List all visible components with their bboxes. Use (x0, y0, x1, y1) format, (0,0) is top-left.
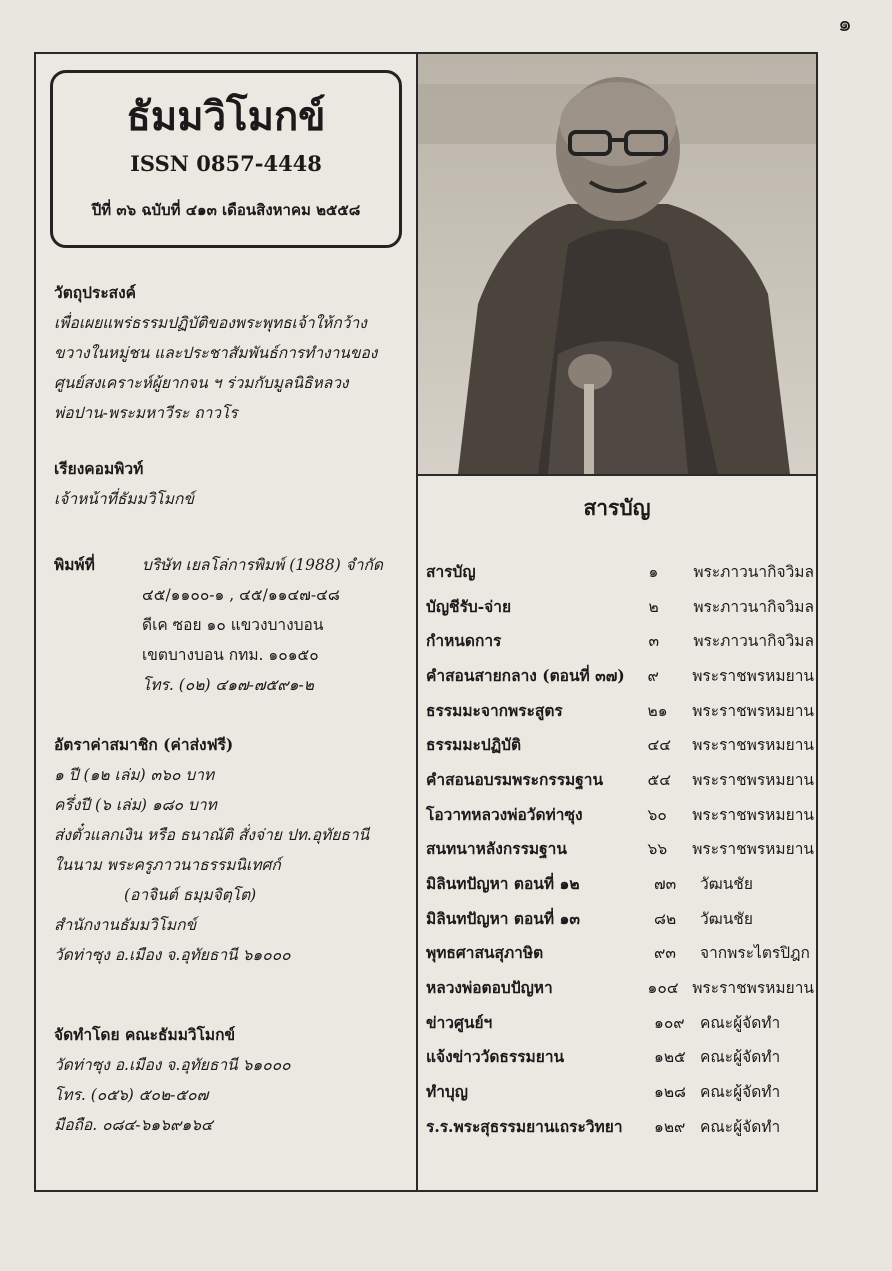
toc-author: พระภาวนากิจวิมล (693, 632, 814, 651)
toc-author: คณะผู้จัดทำ (700, 1117, 781, 1136)
toc-title: แจ้งข่าววัดธรรมยาน (426, 1047, 565, 1067)
toc-page: ๕๔ (647, 770, 671, 789)
objective-line: เพื่อเผยแพร่ธรรมปฏิบัติของพระพุทธเจ้าให้กว้าง (54, 314, 367, 332)
subscription-line: ส่งตั๋วแลกเงิน หรือ ธนาณัติ สั่งจ่าย ปท.อุทัยธานี (54, 826, 370, 844)
toc-title: พุทธศาสนสุภาษิต (426, 943, 544, 963)
objective-heading: วัตถุประสงค์ (54, 283, 137, 302)
toc-author: พระราชพรหมยาน (692, 666, 814, 685)
toc-row (426, 1005, 814, 1040)
toc-author: พระราชพรหมยาน (692, 840, 814, 859)
toc-title: ข่าวศูนย์ฯ (426, 1012, 493, 1032)
toc-row (426, 727, 814, 762)
toc-page: ๖๐ (647, 805, 667, 824)
toc-title: กำหนดการ (426, 631, 502, 651)
toc-row (426, 866, 814, 901)
toc-title: บัญชีรับ-จ่าย (426, 596, 512, 616)
toc-row (426, 1040, 814, 1075)
toc-page: ๙ (647, 666, 659, 685)
producer-line: วัดท่าซุง อ.เมือง จ.อุทัยธานี ๖๑๐๐๐ (54, 1056, 291, 1074)
subscription-address: สำนักงานธัมมวิโมกข์ (54, 916, 197, 934)
toc-page: ๔๔ (647, 736, 671, 755)
printing-line: ๔๕/๑๑๐๐-๑ , ๔๕/๑๑๔๗-๔๘ (142, 586, 340, 604)
toc-title: ธรรมมะปฏิบัติ (426, 735, 522, 755)
toc-row (426, 554, 814, 589)
toc-title: โอวาทหลวงพ่อวัดท่าซุง (426, 804, 583, 824)
toc-row (426, 623, 814, 658)
page-frame (34, 52, 818, 1192)
objective-line: พ่อปาน-พระมหาวีระ ถาวโร (54, 404, 238, 422)
issue-info: ปีที่ ๓๖ ฉบับที่ ๔๑๓ เดือนสิงหาคม ๒๕๕๘ (91, 201, 361, 219)
printing-line: โทร. (๐๒) ๔๑๗-๗๕๙๑-๒ (142, 676, 314, 694)
objective-section (54, 278, 406, 428)
toc-author: คณะผู้จัดทำ (700, 1048, 781, 1067)
producer-heading: จัดทำโดย คณะธัมมวิโมกข์ (54, 1025, 236, 1044)
masthead-box (50, 70, 402, 248)
toc-author: วัฒนชัย (700, 875, 753, 894)
printing-line: บริษัท เยลโล่การพิมพ์ (1988) จำกัด (142, 556, 383, 574)
toc-author: จากพระไตรปิฎก (700, 944, 810, 963)
toc-author: คณะผู้จัดทำ (700, 1083, 781, 1102)
printing-label: พิมพ์ที่ (54, 555, 95, 574)
typesetting-heading: เรียงคอมพิวท์ (54, 459, 144, 478)
toc-author: พระราชพรหมยาน (692, 736, 814, 755)
toc-row (426, 762, 814, 797)
toc-row (426, 589, 814, 624)
toc-row (426, 901, 814, 936)
toc-author: พระราชพรหมยาน (692, 979, 814, 998)
toc-author: พระราชพรหมยาน (692, 805, 814, 824)
toc-title: ธรรมมะจากพระสูตร (426, 700, 563, 720)
toc-page: ๑๒๘ (654, 1083, 687, 1102)
typesetting-text: เจ้าหน้าที่ธัมมวิโมกข์ (54, 490, 194, 508)
toc-author: พระราชพรหมยาน (692, 770, 814, 789)
toc-page: ๑ (648, 562, 659, 581)
toc-row (426, 1074, 814, 1109)
producer-line: โทร. (๐๕๖) ๕๐๒-๕๐๗ (54, 1086, 209, 1104)
toc-title: ทำบุญ (426, 1082, 468, 1102)
magazine-title: ธัมมวิโมกข์ (126, 93, 326, 140)
toc-title: มิลินทปัญหา ตอนที่ ๑๒ (426, 874, 580, 894)
objective-line: ขวางในหมู่ชน และประชาสัมพันธ์การทำงานของ (54, 344, 378, 362)
printing-line: ดีเค ซอย ๑๐ แขวงบางบอน (142, 616, 324, 634)
toc-page: ๑๐๔ (647, 979, 679, 998)
table-of-contents (426, 554, 814, 1144)
subscription-line: ในนาม พระครูภาวนาธรรมนิเทศก์ (54, 856, 281, 874)
toc-page: ๖๖ (647, 840, 668, 859)
monk-portrait-icon (418, 54, 816, 474)
producer-line: มือถือ. ๐๘๔-๖๑๖๙๑๖๔ (54, 1116, 213, 1134)
producer-section (54, 1020, 406, 1140)
toc-row (426, 832, 814, 867)
subscription-address: วัดท่าซุง อ.เมือง จ.อุทัยธานี ๖๑๐๐๐ (54, 946, 291, 964)
toc-row (426, 693, 814, 728)
objective-line: ศูนย์สงเคราะห์ผู้ยากจน ฯ ร่วมกับมูลนิธิหลวง (54, 374, 349, 392)
toc-title: คำสอนสายกลาง (ตอนที่ ๓๗) (426, 665, 625, 685)
toc-page: ๒๑ (647, 701, 668, 720)
toc-page: ๘๒ (654, 909, 677, 928)
toc-title: สนทนาหลังกรรมฐาน (426, 839, 567, 859)
subscription-heading: อัตราค่าสมาชิก (ค่าส่งฟรี) (54, 735, 234, 754)
right-column (418, 54, 816, 1190)
issn: ISSN 0857-4448 (130, 151, 322, 176)
toc-row (426, 797, 814, 832)
toc-title: คำสอนอบรมพระกรรมฐาน (426, 769, 604, 789)
page-number: ๑ (838, 12, 852, 37)
toc-author: พระภาวนากิจวิมล (693, 562, 814, 581)
toc-page: ๑๒๙ (654, 1117, 686, 1136)
subscription-line: ๑ ปี (๑๒ เล่ม) ๓๖๐ บาท (54, 766, 215, 784)
toc-title: สารบัญ (426, 561, 476, 581)
toc-title: มิลินทปัญหา ตอนที่ ๑๓ (426, 908, 580, 928)
toc-page: ๒ (648, 597, 659, 616)
toc-page: ๑๒๕ (654, 1048, 686, 1067)
toc-author: วัฒนชัย (700, 909, 753, 928)
toc-author: พระภาวนากิจวิมล (693, 597, 814, 616)
toc-title: ร.ร.พระสุธรรมยานเถระวิทยา (426, 1116, 623, 1136)
printing-line: เขตบางบอน กทม. ๑๐๑๕๐ (142, 646, 319, 664)
toc-page: ๑๐๙ (654, 1013, 685, 1032)
printing-section (54, 550, 406, 700)
subscription-line: ครึ่งปี (๖ เล่ม) ๑๘๐ บาท (54, 796, 217, 814)
toc-row (426, 970, 814, 1005)
subscription-indented: (อาจินต์ ธมฺมจิตฺโต) (124, 886, 257, 904)
typesetting-section (54, 454, 406, 514)
monk-photo (418, 54, 816, 476)
toc-page: ๗๓ (654, 875, 677, 894)
toc-page: ๙๓ (654, 944, 676, 963)
toc-author: คณะผู้จัดทำ (700, 1013, 781, 1032)
toc-row (426, 1109, 814, 1144)
toc-title: หลวงพ่อตอบปัญหา (426, 978, 553, 998)
left-column (36, 54, 416, 1190)
subscription-section (54, 730, 406, 970)
toc-row (426, 936, 814, 971)
toc-author: พระราชพรหมยาน (692, 701, 814, 720)
toc-heading: สารบัญ (583, 495, 651, 520)
toc-page: ๓ (648, 632, 660, 651)
toc-row (426, 658, 814, 693)
